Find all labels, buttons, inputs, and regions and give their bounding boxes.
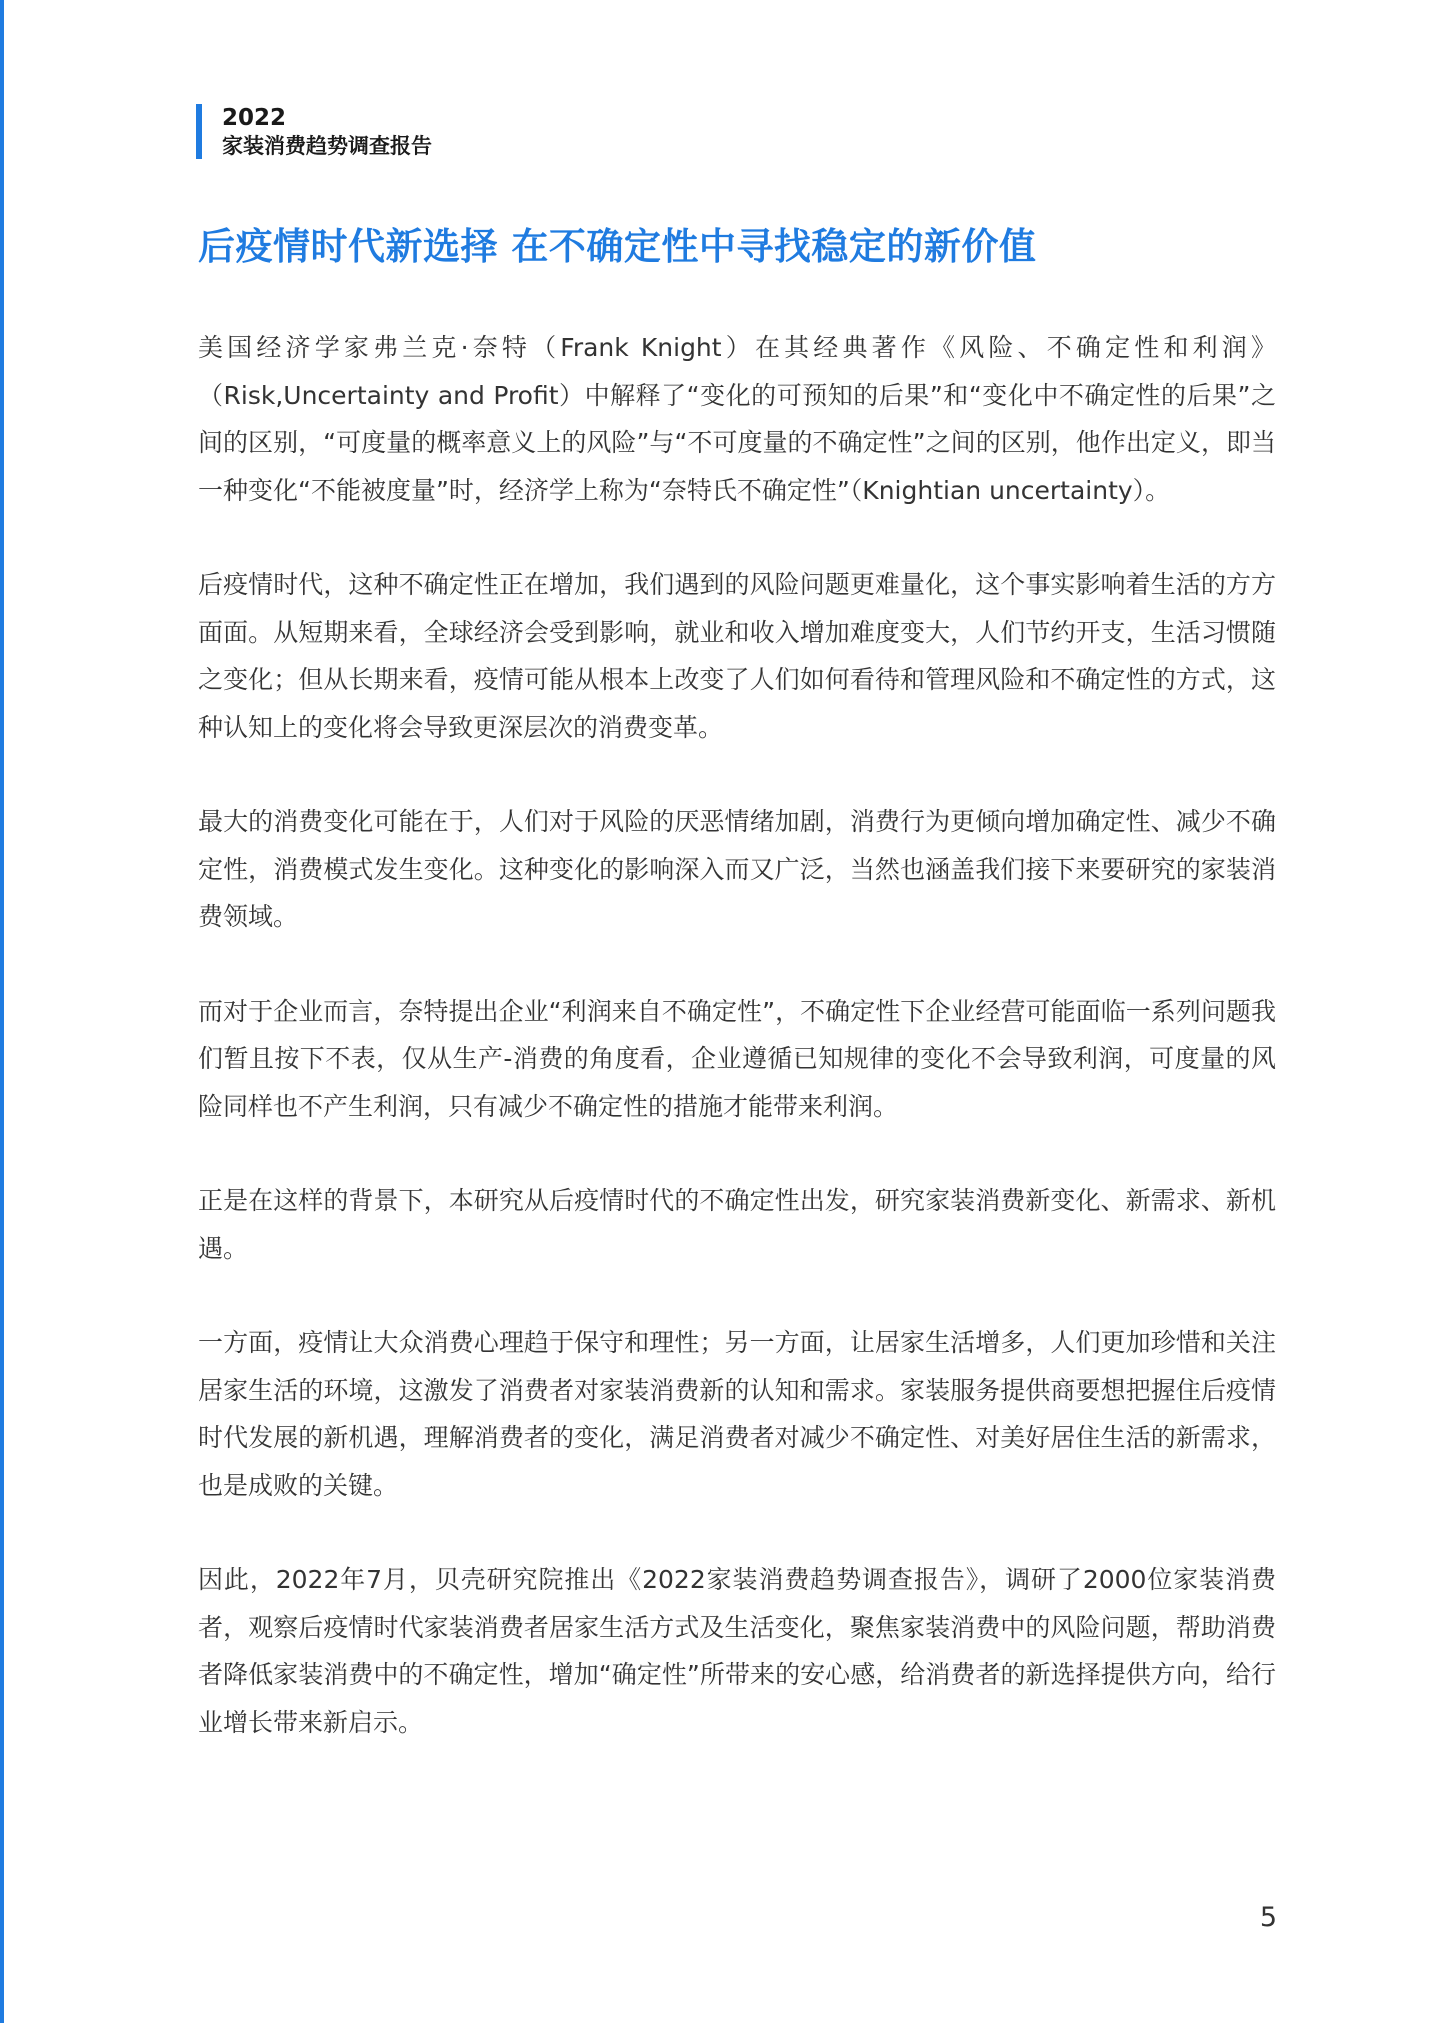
page-edge-accent	[0, 0, 4, 2023]
header-report-title: 家装消费趋势调查报告	[222, 133, 432, 158]
paragraph: 美国经济学家弗兰克·奈特（Frank Knight）在其经典著作《风险、不确定性和利润》（Risk,Uncertainty and Profit）中解释了“变化的可预知的后果”和“变化中不确定性的后果”之间的区别，“可度量的概率意义上的风险”与“不可度量的不确定性”之间的区别，他作出定义，即当一种变化“不能被度量”时，经济学上称为“奈特氏不确定性”（Knightian uncertainty）。	[198, 333, 1276, 505]
paragraph: 一方面，疫情让大众消费心理趋于保守和理性；另一方面，让居家生活增多，人们更加珍惜和关注居家生活的环境，这激发了消费者对家装消费新的认知和需求。家装服务提供商要想把握住后疫情时代发展的新机遇，理解消费者的变化，满足消费者对减少不确定性、对美好居住生活的新需求，也是成败的关键。	[198, 1328, 1276, 1500]
paragraph: 最大的消费变化可能在于，人们对于风险的厌恶情绪加剧，消费行为更倾向增加确定性、减少不确定性，消费模式发生变化。这种变化的影响深入而又广泛，当然也涵盖我们接下来要研究的家装消费领域。	[198, 807, 1276, 931]
page-number: 5	[1259, 1902, 1277, 1933]
paragraph: 后疫情时代，这种不确定性正在增加，我们遇到的风险问题更难量化，这个事实影响着生活的方方面面。从短期来看，全球经济会受到影响，就业和收入增加难度变大，人们节约开支，生活习惯随之变化；但从长期来看，疫情可能从根本上改变了人们如何看待和管理风险和不确定性的方式，这种认知上的变化将会导致更深层次的消费变革。	[198, 570, 1276, 742]
paragraph: 正是在这样的背景下，本研究从后疫情时代的不确定性出发，研究家装消费新变化、新需求、新机遇。	[198, 1186, 1276, 1263]
running-header	[196, 104, 432, 159]
body-text	[198, 324, 1276, 1793]
header-year: 2022	[222, 105, 287, 131]
paragraph: 因此，2022年7月，贝壳研究院推出《2022家装消费趋势调查报告》，调研了2000位家装消费者，观察后疫情时代家装消费者居家生活方式及生活变化，聚焦家装消费中的风险问题，帮助消费者降低家装消费中的不确定性，增加“确定性”所带来的安心感，给消费者的新选择提供方向，给行业增长带来新启示。	[198, 1565, 1276, 1737]
page-title: 后疫情时代新选择 在不确定性中寻找稳定的新价值	[198, 225, 1037, 268]
paragraph: 而对于企业而言，奈特提出企业“利润来自不确定性”，不确定性下企业经营可能面临一系列问题我们暂且按下不表，仅从生产-消费的角度看，企业遵循已知规律的变化不会导致利润，可度量的风险同样也不产生利润，只有减少不确定性的措施才能带来利润。	[198, 996, 1276, 1121]
